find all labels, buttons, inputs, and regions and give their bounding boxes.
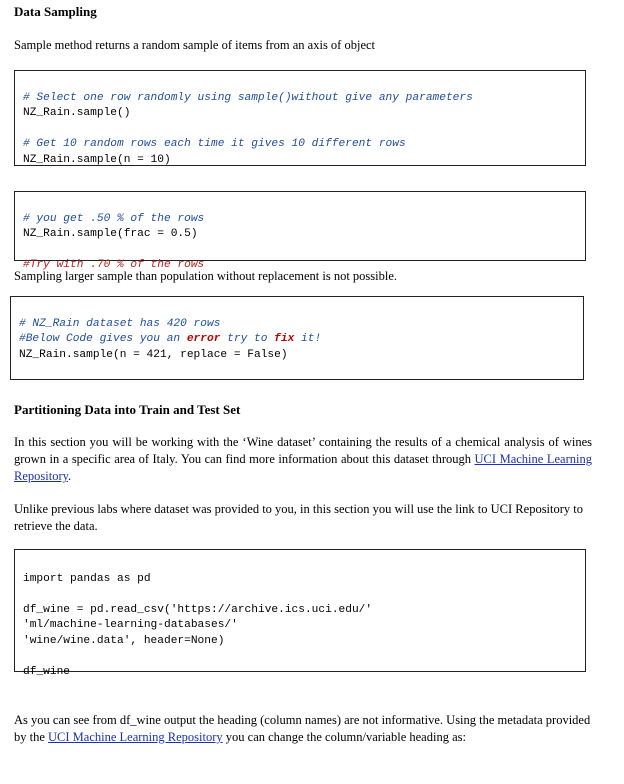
paragraph-text: . [68, 469, 72, 483]
paragraph-text: As you can see from df_wine output the heading (column names) are not informative. Using the metadata provided by the [14, 713, 591, 744]
wine-dataset-paragraph [14, 434, 592, 485]
code-line: df_wine [23, 665, 70, 678]
section-title-partitioning: Partitioning Data into Train and Test Set [14, 402, 241, 417]
comment-text: #Below Code gives you an [19, 333, 187, 345]
code-comment-error-hint [19, 332, 583, 348]
code-comment: # NZ_Rain dataset has 420 rows [19, 317, 221, 330]
uci-repository-link[interactable]: UCI Machine Learning Repository [14, 452, 592, 483]
code-line: NZ_Rain.sample(n = 421, replace = False) [19, 348, 288, 361]
comment-text: try to [220, 333, 275, 345]
code-block-read-csv[interactable] [14, 549, 586, 678]
section-title-data-sampling: Data Sampling [14, 4, 97, 19]
fix-word: fix [274, 333, 295, 345]
code-comment: # Get 10 random rows each time it gives 10 different rows [23, 138, 406, 150]
code-comment: # you get .50 % of the rows [23, 212, 205, 225]
code-line: df_wine = pd.read_csv('https://archive.ics.uci.edu/' [23, 603, 373, 616]
code-block-frac[interactable] [14, 191, 586, 271]
code-line: 'ml/machine-learning-databases/' [23, 619, 238, 631]
error-word: error [186, 333, 221, 345]
code-block-sample[interactable] [14, 70, 586, 166]
code-line: NZ_Rain.sample(frac = 0.5) [23, 228, 198, 240]
code-line: NZ_Rain.sample() [23, 107, 131, 119]
code-line: NZ_Rain.sample(n = 10) [23, 153, 171, 166]
code-comment: #Try with .70 % of the rows [23, 259, 205, 271]
paragraph-text: you can change the column/variable heading as: [222, 730, 466, 744]
comment-text: it! [294, 333, 322, 345]
sampling-note: Sampling larger sample than population without replacement is not possible. [14, 269, 398, 283]
paragraph-text: In this section you will be working with the ‘Wine dataset’ containing the results of a chemical analysis of wines grown in a specific area of Italy. You can find more information about this dataset through [14, 435, 592, 466]
retrieve-data-paragraph: Unlike previous labs where dataset was provided to you, in this section you will use the link to UCI Repository to retrieve the data. [14, 502, 584, 533]
code-line: 'wine/wine.data', header=None) [23, 634, 225, 647]
code-block-replace[interactable] [10, 296, 584, 380]
code-comment: # Select one row randomly using sample()without give any parameters [23, 91, 473, 104]
metadata-paragraph [14, 712, 592, 746]
sampling-intro: Sample method returns a random sample of items from an axis of object [14, 38, 376, 52]
uci-repository-link[interactable]: UCI Machine Learning Repository [48, 730, 223, 744]
code-line: import pandas as pd [23, 572, 151, 585]
